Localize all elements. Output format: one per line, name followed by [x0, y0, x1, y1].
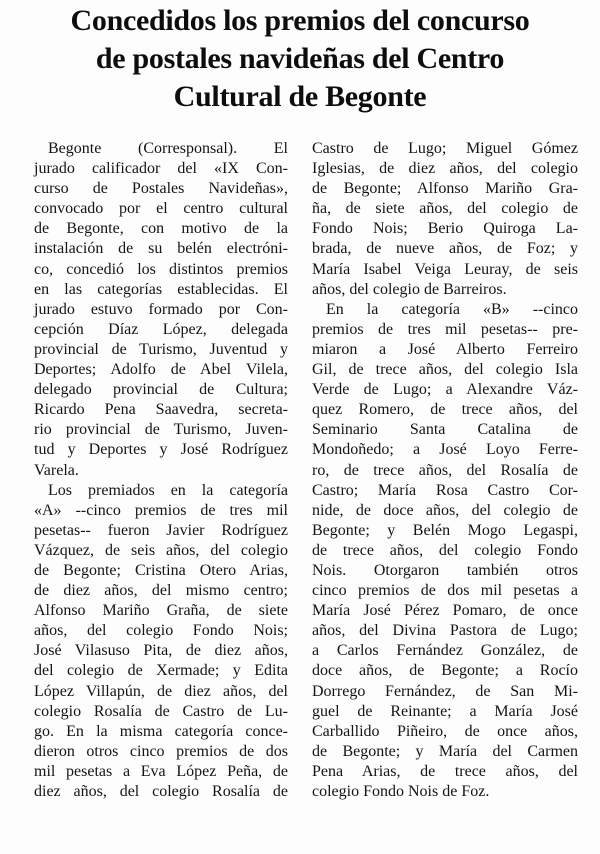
body-text-line: cepción Díaz López, delegada: [34, 320, 288, 338]
body-text-line: de trece años, del colegio Fondo: [312, 541, 578, 559]
body-text-line: de Begonte; Cristina Otero Arias,: [34, 561, 288, 579]
article-headline: [20, 2, 580, 116]
body-text-line: co, concedió los distintos premios: [34, 260, 288, 278]
body-text-line: «A» --cinco premios de tres mil: [34, 501, 288, 519]
body-text-line: premios de tres mil pesetas-- pre-: [312, 320, 578, 338]
body-text-line: Carballido Piñeiro, de once años,: [312, 722, 578, 740]
body-text-line: cinco premios de dos mil pesetas a: [312, 582, 578, 600]
body-text-line: colegio Fondo Nois de Foz.: [312, 783, 490, 800]
body-text-line: Castro de Lugo; Miguel Gómez: [312, 140, 578, 157]
body-text-line: rio provincial de Turismo, Juven-: [34, 421, 288, 439]
body-text-line: dieron otros cinco premios de dos: [34, 742, 288, 760]
body-text-line: jurado calificador del «IX Con-: [34, 160, 288, 178]
body-text-line: María Isabel Veiga Leuray, de seis: [312, 260, 578, 278]
body-text-line: pesetas-- fueron Javier Rodríguez: [34, 521, 288, 539]
body-text-line: Gil, de trece años, del colegio Isla: [312, 361, 578, 379]
body-text-line: Fondo Nois; Berio Quiroga La-: [312, 220, 578, 238]
body-text-line: Deportes; Adolfo de Abel Vilela,: [34, 361, 288, 379]
body-text-line: Begonte; y Belén Mogo Legaspi,: [312, 521, 578, 539]
body-text-line: Castro; María Rosa Castro Cor-: [312, 481, 578, 499]
body-text-line: años, del colegio de Barreiros.: [312, 280, 507, 298]
body-text-line: López Villapún, de diez años, del: [34, 682, 288, 700]
body-text-line: ña, de siete años, del colegio de: [312, 200, 578, 218]
body-text-line: Ricardo Pena Saavedra, secreta-: [34, 401, 288, 419]
body-text-line: Alfonso Mariño Graña, de siete: [34, 602, 288, 620]
body-text-line: diez años, del colegio Rosalía de: [34, 783, 288, 800]
body-text-line: go. En la misma categoría conce-: [34, 722, 288, 740]
body-text-line: jurado estuvo formado por Con-: [34, 300, 288, 318]
body-text-line: Nois. Otorgaron también otros: [312, 561, 578, 579]
body-text-line: en las categorías establecidas. El: [34, 280, 288, 298]
body-text-line: de diez años, del mismo centro;: [34, 582, 288, 600]
body-text-line: Begonte (Corresponsal). El: [48, 140, 288, 157]
body-text-line: curso de Postales Navideñas»,: [34, 180, 288, 198]
body-text-line: nide, de doce años, del colegio de: [312, 501, 578, 519]
headline-line: de postales navideñas del Centro: [95, 42, 505, 75]
article-body-right-column: [312, 139, 578, 802]
body-text-line: ro, de trece años, del Rosalía de: [312, 461, 578, 479]
body-text-line: delegado provincial de Cultura;: [34, 381, 288, 399]
article-body-left-column: [34, 139, 288, 802]
body-text-line: instalación de su belén electróni-: [34, 240, 288, 258]
body-text-line: años, del colegio Fondo Nois;: [34, 622, 288, 640]
body-text-line: convocado por el centro cultural: [34, 200, 288, 218]
body-text-line: José Vilasuso Pita, de diez años,: [34, 642, 288, 660]
body-text-line: En la categoría «B» --cinco: [326, 300, 578, 318]
body-text-line: de Begonte; y María del Carmen: [312, 742, 578, 760]
body-text-line: tud y Deportes y José Rodríguez: [34, 441, 288, 459]
body-text-line: Pena Arias, de trece años, del: [312, 762, 578, 780]
body-text-line: de Begonte; Alfonso Mariño Gra-: [312, 180, 578, 198]
body-text-line: Mondoñedo; a José Loyo Ferre-: [312, 441, 578, 459]
body-text-line: miaron a José Alberto Ferreiro: [312, 340, 578, 358]
body-text-line: mil pesetas a Eva López Peña, de: [34, 762, 288, 780]
body-text-line: brada, de nueve años, de Foz; y: [312, 240, 578, 258]
body-text-line: Dorrego Fernández, de San Mi-: [312, 682, 578, 700]
body-text-line: quez Romero, de trece años, del: [312, 401, 578, 419]
body-text-line: del colegio de Xermade; y Edita: [34, 662, 288, 680]
body-text-line: Iglesias, de diez años, del colegio: [312, 160, 578, 178]
body-text-line: Varela.: [34, 461, 79, 479]
body-text-line: provincial de Turismo, Juventud y: [34, 340, 288, 358]
headline-line: Cultural de Begonte: [173, 80, 427, 113]
headline-line: Concedidos los premios del concurso: [70, 4, 530, 37]
body-text-line: de Begonte, con motivo de la: [34, 220, 288, 238]
body-text-line: a Carlos Fernández González, de: [312, 642, 578, 660]
body-text-line: guel de Reinante; a María José: [312, 702, 578, 720]
body-text-line: colegio Rosalía de Castro de Lu-: [34, 702, 288, 720]
body-text-line: Seminario Santa Catalina de: [312, 421, 578, 439]
body-text-line: Vázquez, de seis años, del colegio: [34, 541, 288, 559]
body-text-line: María José Pérez Pomaro, de once: [312, 602, 578, 620]
body-text-line: doce años, de Begonte; a Rocío: [312, 662, 578, 680]
body-text-line: Los premiados en la categoría: [48, 481, 288, 499]
body-text-line: años, del Divina Pastora de Lugo;: [312, 622, 578, 640]
body-text-line: Verde de Lugo; a Alexandre Váz-: [312, 381, 578, 399]
